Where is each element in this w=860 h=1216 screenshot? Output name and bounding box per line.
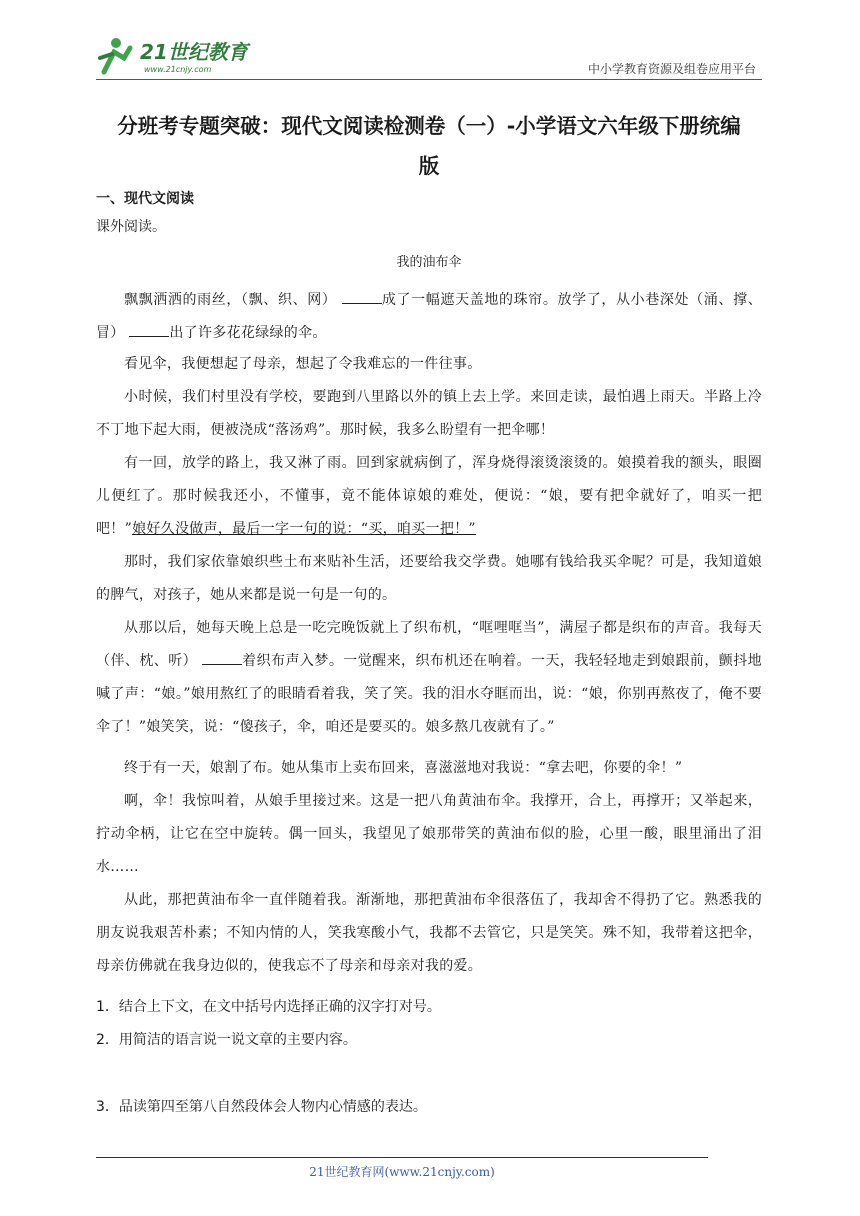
- answer-blank[interactable]: [129, 322, 169, 337]
- section-heading: 一、现代文阅读: [96, 191, 194, 207]
- underlined-sentence: 娘好久没做声，最后一字一句的说：“买，咱买一把！”: [132, 521, 476, 537]
- paragraph-5: 那时，我们家依靠娘织些土布来贴补生活，还要给我交学费。她哪有钱给我买伞呢？可是，我知道娘的脾气，对孩子，她从来都是说一句是一句的。: [96, 554, 762, 603]
- paragraph-1: 飘飘洒洒的雨丝，（飘、织、网） 成了一幅遮天盖地的珠帘。放学了，从小巷深处（涌、撑、冒） 出了许多花花绿绿的伞。: [96, 284, 762, 350]
- paragraph-4: 有一回，放学的路上，我又淋了雨。回到家就病倒了，浑身烧得滚烫滚烫的。娘摸着我的额头，眼圈儿便红了。那时候我还小，不懂事，竟不能体谅娘的难处，便说：“娘，要有把伞就好了，咱买一把吧！”娘好久没做声，最后一字一句的说：“买，咱买一把！”: [96, 455, 762, 537]
- page-header: [96, 30, 760, 80]
- paragraph-9: 从此，那把黄油布伞一直伴随着我。渐渐地，那把黄油布伞很落伍了，我却舍不得扔了它。熟悉我的朋友说我艰苦朴素；不知内情的人，笑我寒酸小气，我都不去管它，只是笑笑。殊不知，我带着这把伞，母亲仿佛就在我身边似的，使我忘不了母亲和母亲对我的爱。: [96, 892, 762, 974]
- header-divider: [96, 79, 762, 80]
- page-title: [96, 106, 762, 186]
- question-2: 2．用简洁的语言说一说文章的主要内容。: [96, 1032, 357, 1048]
- logo-icon: [96, 34, 266, 76]
- svg-text:www.21cnjy.com: www.21cnjy.com: [144, 65, 212, 74]
- answer-blank[interactable]: [202, 650, 242, 665]
- paragraph-3: 小时候，我们村里没有学校，要跑到八里路以外的镇上去上学。来回走读，最怕遇上雨天。半路上冷不丁地下起大雨，便被浇成“落汤鸡”。那时候，我多么盼望有一把伞哪！: [96, 389, 762, 438]
- svg-text:21世纪教育: 21世纪教育: [140, 40, 248, 64]
- paragraph-8: 啊，伞！我惊叫着，从娘手里接过来。这是一把八角黄油布伞。我撑开，合上，再撑开；又举起来，拧动伞柄，让它在空中旋转。偶一回头，我望见了娘那带笑的黄油布似的脸，心里一酸，眼里涌出了泪水……: [96, 793, 762, 875]
- title-line-1: 分班考专题突破：现代文阅读检测卷（一）-小学语文六年级下册统编: [117, 114, 741, 138]
- paragraph-2: 看见伞，我便想起了母亲，想起了令我难忘的一件往事。: [124, 356, 482, 372]
- question-1: 1．结合上下文，在文中括号内选择正确的汉字打对号。: [96, 999, 441, 1015]
- intro-text: 课外阅读。: [96, 219, 166, 235]
- footer-divider: [96, 1157, 708, 1158]
- title-line-2: 版: [418, 154, 440, 178]
- paragraph-6: 从那以后，她每天晚上总是一吃完晚饭就上了织布机，“哐哩哐当”，满屋子都是织布的声音。我每天（伴、枕、听） 着织布声入梦。一觉醒来，织布机还在响着。一天，我轻轻地走到娘跟前，颤抖地喊了声：“娘。”娘用熬红了的眼睛看着我，笑了笑。我的泪水夺眶而出，说：“娘，你别再熬夜了，俺不要伞了！”娘笑笑，说：“傻孩子，伞，咱还是要买的。娘多熬几夜就有了。”: [96, 620, 762, 735]
- question-3: 3．品读第四至第八自然段体会人物内心情感的表达。: [96, 1099, 427, 1115]
- footer-text: 21世纪教育网(www.21cnjy.com): [309, 1165, 495, 1179]
- paragraph-7: 终于有一天，娘割了布。她从集市上卖布回来，喜滋滋地对我说：“拿去吧，你要的伞！”: [124, 760, 683, 776]
- header-platform-text: 中小学教育资源及组卷应用平台: [587, 62, 756, 76]
- answer-blank[interactable]: [342, 289, 382, 304]
- article-title: 我的油布伞: [396, 255, 462, 270]
